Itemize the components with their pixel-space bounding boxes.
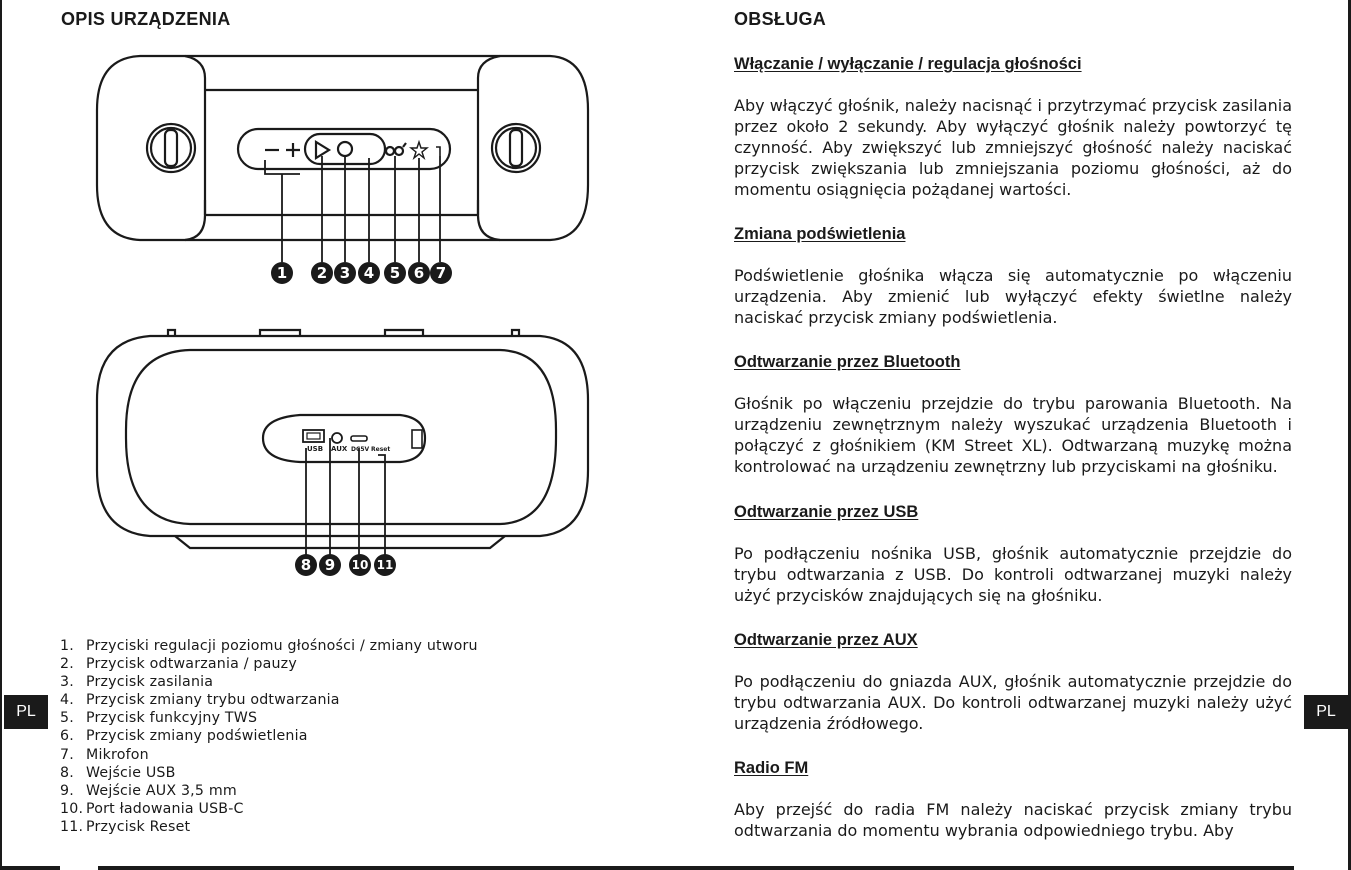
right-page-title: OBSŁUGA — [734, 9, 827, 29]
power-icon — [338, 142, 352, 156]
bottom-rule-main — [98, 866, 1294, 870]
svg-text:7: 7 — [435, 264, 447, 282]
svg-text:10: 10 — [351, 558, 369, 572]
section-heading: Odtwarzanie przez Bluetooth — [734, 353, 961, 371]
callout-6 — [408, 262, 430, 284]
svg-text:1: 1 — [276, 264, 288, 282]
section-text: Po podłączeniu do gniazda AUX, głośnik automatycznie przejdzie do trybu odtwarzania AUX. Do kontroli odtwarzanej muzyki należy użyć urządzenia źródłowego. — [734, 672, 1292, 733]
language-tab-right: PL — [1304, 695, 1348, 729]
reset-label: Reset — [371, 446, 391, 453]
section-heading: Włączanie / wyłączanie / regulacja głośności — [734, 55, 1082, 73]
parts-list — [60, 637, 478, 836]
svg-text:3: 3 — [339, 264, 351, 282]
svg-text:6: 6 — [413, 264, 425, 282]
callout-7 — [430, 262, 452, 284]
svg-text:8: 8 — [300, 556, 312, 574]
section-heading: Zmiana podświetlenia — [734, 225, 906, 243]
list-item: 7. Mikrofon — [60, 746, 149, 763]
plus-icon — [286, 143, 300, 157]
light-icon — [411, 142, 427, 158]
section-text: Aby przejść do radia FM należy naciskać przycisk zmiany trybu odtwarzania do momentu wybrania odpowiedniego trybu. Aby — [734, 800, 1292, 840]
svg-text:4: 4 — [363, 264, 375, 282]
speaker-top-view — [97, 56, 588, 240]
callout-9 — [319, 554, 341, 576]
dc-port-label: DC5V — [351, 446, 370, 453]
left-page-title: OPIS URZĄDZENIA — [61, 9, 231, 29]
section-text: Aby włączyć głośnik, należy nacisnąć i przytrzymać przycisk zasilania przez około 2 sekundy. Aby wyłączyć głośnik należy powtorzyć tę czynność. Aby zwiększyć lub zmniejszyć głośność należy naciskać przycisk zwiększania lub zmniejszania poziomu głośności, aż do momentu osiągnięcia pożądanej wartości. — [734, 96, 1292, 199]
list-item: 4. Przycisk zmiany trybu odtwarzania — [60, 692, 340, 709]
section-text: Głośnik po włączeniu przejdzie do trybu parowania Bluetooth. Na urządzeniu zewnętrznym należy wyszukać urządzenia Bluetooth i połączyć z głośnikiem (KM Street XL). Odtwarzaną muzykę można kontrolować na urządzeniu zewnętrzny lub przyciskami na głośniku. — [734, 394, 1292, 476]
callout-8 — [295, 554, 317, 576]
list-item: 8. Wejście USB — [60, 764, 176, 781]
callout-2 — [311, 262, 333, 284]
bottom-rule-left — [0, 866, 60, 870]
callout-10 — [349, 554, 371, 576]
callout-3 — [334, 262, 356, 284]
section-text: Po podłączeniu nośnika USB, głośnik automatycznie przejdzie do trybu odtwarzania z USB. Do kontroli odtwarzanej muzyki należy użyć przycisków znajdujących się na głośniku. — [734, 544, 1292, 605]
callout-4 — [358, 262, 380, 284]
callout-5 — [384, 262, 406, 284]
list-item: 11. Przycisk Reset — [60, 818, 191, 835]
section-heading: Radio FM — [734, 759, 809, 777]
section-radio — [734, 758, 1292, 841]
list-item: 10. Port ładowania USB-C — [60, 800, 244, 817]
play-icon — [316, 142, 329, 158]
mic-icon — [436, 147, 440, 156]
page-edge-left — [0, 0, 2, 870]
svg-text:5: 5 — [389, 264, 401, 282]
language-tab-left: PL — [4, 695, 48, 729]
callout-11 — [374, 554, 396, 576]
link-icon — [386, 143, 406, 155]
section-usb — [734, 502, 1292, 606]
list-item: 6. Przycisk zmiany podświetlenia — [60, 728, 308, 745]
aux-port-label: AUX — [331, 445, 348, 453]
section-heading: Odtwarzanie przez AUX — [734, 631, 918, 649]
section-heading: Odtwarzanie przez USB — [734, 503, 919, 521]
section-aux — [734, 630, 1292, 734]
svg-text:9: 9 — [324, 556, 336, 574]
speaker-back-view — [97, 330, 588, 548]
svg-text:11: 11 — [376, 558, 394, 572]
section-lighting — [734, 224, 1292, 328]
speaker-diagram — [90, 40, 600, 585]
list-item: 1. Przyciski regulacji poziomu głośności / zmiany utworu — [60, 638, 478, 654]
usb-port-label: USB — [307, 445, 324, 453]
list-item: 2. Przycisk odtwarzania / pauzy — [60, 656, 297, 673]
list-item: 5. Przycisk funkcyjny TWS — [60, 710, 258, 727]
section-power-volume — [734, 54, 1292, 200]
section-text: Podświetlenie głośnika włącza się automatycznie po włączeniu urządzenia. Aby zmienić lub wyłączyć efekty świetlne należy naciskać przycisk zmiany podświetlenia. — [734, 266, 1292, 327]
callout-1 — [271, 262, 293, 284]
list-item: 9. Wejście AUX 3,5 mm — [60, 782, 237, 799]
list-item: 3. Przycisk zasilania — [60, 674, 214, 691]
svg-text:2: 2 — [316, 264, 328, 282]
section-bluetooth — [734, 352, 1292, 477]
